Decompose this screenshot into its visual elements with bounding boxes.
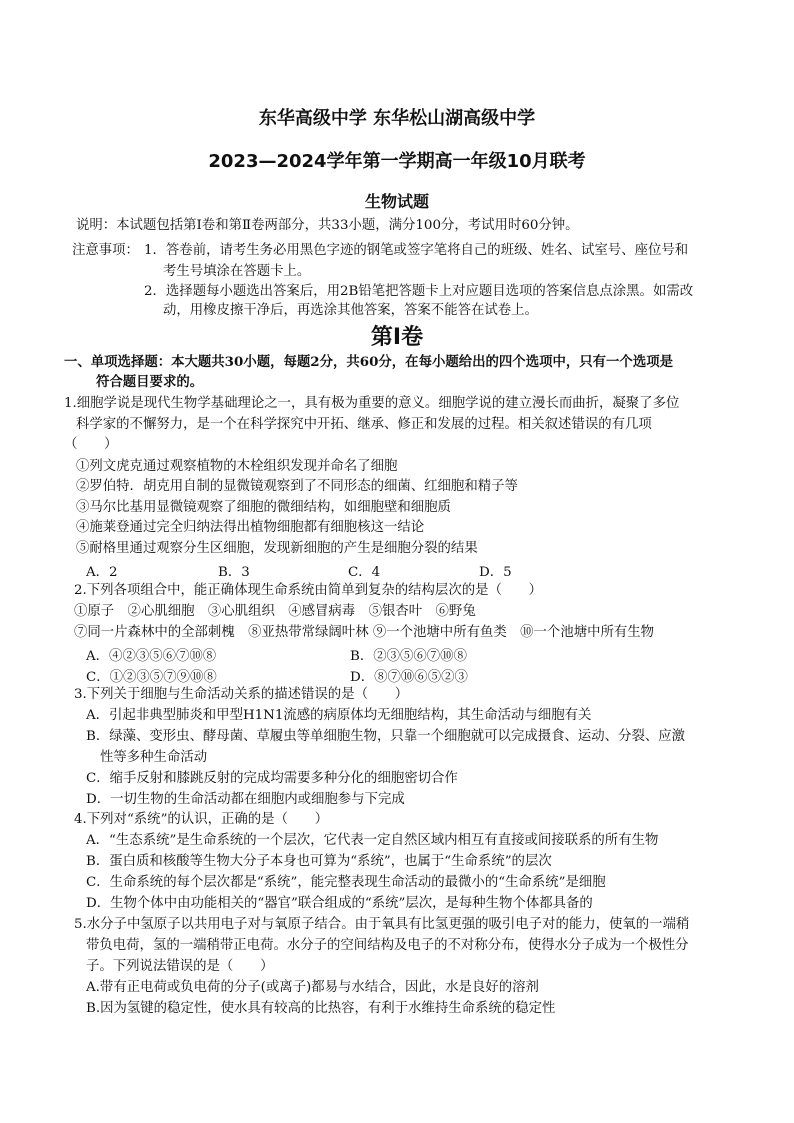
q1-statement-4: ④施莱登通过完全归纳法得出植物细胞都有细胞核这一结论 (76, 520, 425, 535)
attention-item-2-line-1: 2．选择题每小题选出答案后，用2B铅笔把答题卡上对应题目选项的答案信息点涂黑。如需改 (144, 284, 694, 299)
q1-option-d: D．5 (479, 565, 512, 580)
section-heading-line-1: 一、单项选择题：本大题共30小题，每题2分，共60分，在每小题给出的四个选项中，只有一个选项是 (64, 354, 673, 370)
q5-option-b: B.因为氢键的稳定性，使水具有较高的比热容，有利于水维持生命系统的稳定性 (86, 1001, 556, 1016)
q4-option-c: C．生命系统的每个层次都是“系统”，能完整表现生命活动的最微小的“生命系统”是细胞 (86, 875, 606, 890)
q3-option-a: A．引起非典型肺炎和甲型H1N1流感的病原体均无细胞结构，其生命活动与细胞有关 (86, 708, 592, 723)
q1-option-a: A．2 (86, 565, 118, 580)
q4-option-a: A．“生态系统”是生命系统的一个层次，它代表一定自然区域内相互有直接或间接联系的所有生物 (86, 833, 659, 848)
q2-items-line-2: ⑦同一片森林中的全部刺槐 ⑧亚热带常绿阔叶林 ⑨一个池塘中所有鱼类 ⑩一个池塘中所有生物 (74, 625, 655, 640)
q1-stem-line-1: 1.细胞学说是现代生物学基础理论之一，具有极为重要的意义。细胞学说的建立漫长而曲折，凝聚了多位 (64, 396, 680, 411)
q1-statement-1: ①列文虎克通过观察植物的木栓组织发现并命名了细胞 (76, 459, 398, 474)
exam-explanation: 说明：本试题包括第Ⅰ卷和第Ⅱ卷两部分，共33小题，满分100分，考试用时60分钟。 (76, 218, 579, 233)
q2-stem: 2.下列各项组合中，能正确体现生命系统由简单到复杂的结构层次的是（ ） (74, 583, 543, 598)
q1-answer-bracket: （ ） (64, 437, 118, 452)
q5-stem-line-3: 子。下列说法错误的是（ ） (86, 959, 274, 974)
q1-statement-5: ⑤耐格里通过观察分生区细胞，发现新细胞的产生是细胞分裂的结果 (76, 541, 478, 556)
q2-option-c: C．①②③⑤⑦⑨⑩⑧ (86, 670, 217, 685)
q1-statement-3: ③马尔比基用显微镜观察了细胞的微细结构，如细胞壁和细胞质 (76, 500, 451, 515)
q3-option-d: D．一切生物的生命活动都在细胞内或细胞参与下完成 (86, 792, 405, 807)
q2-option-a: A．④②③⑤⑥⑦⑩⑧ (86, 649, 217, 664)
section-heading-line-2: 符合题目要求的。 (96, 374, 204, 390)
q5-option-a: A.带有正电荷或负电荷的分子(或离子)都易与水结合，因此，水是良好的溶剂 (86, 980, 539, 995)
q1-statement-2: ②罗伯特．胡克用自制的显微镜观察到了不同形态的细菌、红细胞和精子等 (76, 479, 518, 494)
q2-option-b: B．②③⑤⑥⑦⑩⑧ (350, 649, 467, 664)
q4-stem: 4.下列对“系统”的认识，正确的是（ ） (74, 812, 329, 827)
q2-option-d: D．⑧⑦⑩⑥⑤②③ (350, 670, 468, 685)
q4-option-b: B．蛋白质和核酸等生物大分子本身也可算为“系统”，也属于“生命系统”的层次 (86, 854, 552, 869)
attention-item-2-line-2: 动，用橡皮擦干净后，再选涂其他答案，答案不能答在试卷上。 (163, 303, 538, 318)
q3-option-b-line-1: B．绿藻、变形虫、酵母菌、草履虫等单细胞生物，只靠一个细胞就可以完成摄食、运动、分裂、应激 (86, 729, 686, 744)
school-names: 东华高级中学 东华松山湖高级中学 (258, 108, 536, 129)
exam-title: 2023—2024学年第一学期高一年级10月联考 (208, 151, 586, 172)
attention-item-1-line-1: 1．答卷前，请考生务必用黑色字迹的钢笔或签字笔将自己的班级、姓名、试室号、座位号和 (144, 243, 689, 258)
q5-stem-line-1: 5.水分子中氢原子以共用电子对与氧原子结合。由于氧具有比氢更强的吸引电子对的能力，使氧的一端稍 (74, 917, 690, 932)
q3-option-c: C．缩手反射和膝跳反射的完成均需要多种分化的细胞密切合作 (86, 771, 458, 786)
q5-stem-line-2: 带负电荷，氢的一端稍带正电荷。水分子的空间结构及电子的不对称分布，使得水分子成为一个极性分 (86, 938, 689, 953)
volume-title: 第Ⅰ卷 (370, 325, 424, 350)
q2-items-line-1: ①原子 ②心肌细胞 ③心肌组织 ④感冒病毒 ⑤银杏叶 ⑥野兔 (74, 604, 476, 619)
attention-label: 注意事项： (72, 243, 139, 258)
q1-stem-line-2: 科学家的不懈努力，是一个在科学探究中开拓、继承、修正和发展的过程。相关叙述错误的有几项 (76, 417, 652, 432)
q1-option-c: C．4 (348, 565, 381, 580)
q3-option-b-line-2: 性等多种生命活动 (100, 750, 208, 765)
attention-item-1-line-2: 考生号填涂在答题卡上。 (163, 264, 311, 279)
subject-title: 生物试题 (364, 192, 429, 211)
q3-stem: 3.下列关于细胞与生命活动关系的描述错误的是（ ） (74, 687, 409, 702)
q1-option-b: B．3 (218, 565, 250, 580)
q4-option-d: D．生物个体中由功能相关的“器官”联合组成的“系统”层次，是每种生物个体都具备的 (86, 896, 593, 911)
